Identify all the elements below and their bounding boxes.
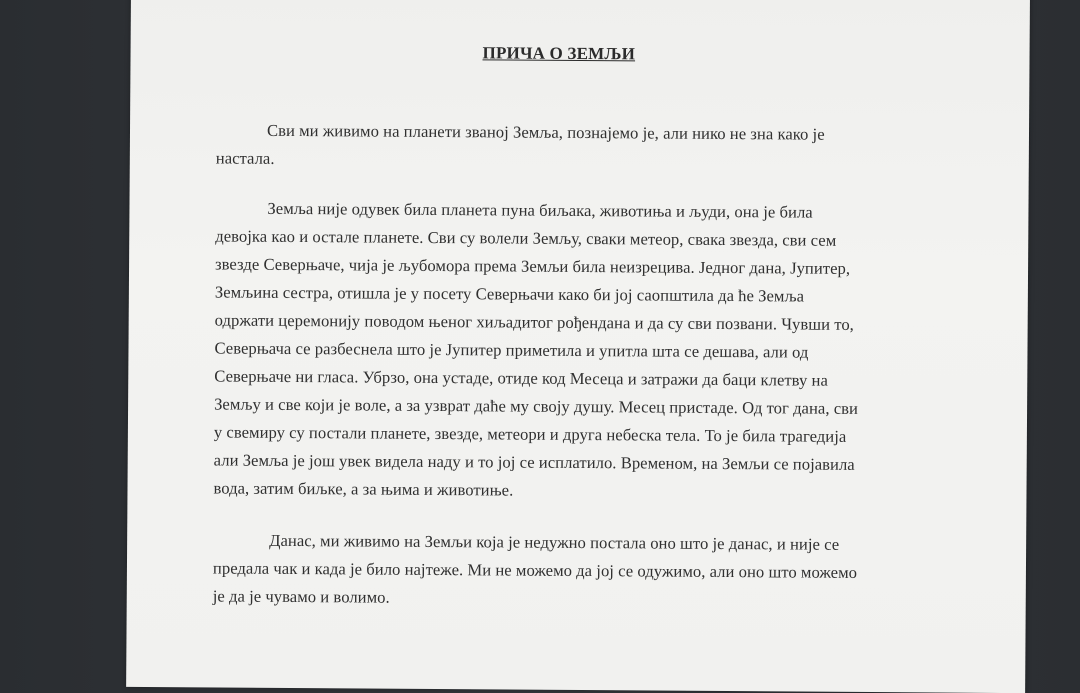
- paragraph-3-line-3: је да је чувамо и волимо.: [212, 586, 390, 607]
- paragraph-2-line-4: Земљина сестра, отишла је у посету Северњачи како би јој саопштила да ће Земља: [214, 282, 805, 306]
- paragraph-2-line-3: звезде Северњаче, чија је љубомора према Земљи била неизрецива. Једног дана, Јупитер,: [215, 254, 851, 278]
- paragraph-2-line-11: вода, затим биљке, а за њима и животиње.: [213, 478, 514, 500]
- paragraph-1-line-1: Сви ми живимо на планети званој Земља, познајемо је, али нико не зна како је: [266, 120, 825, 144]
- paragraph-2-line-8: Земљу и све који је воле, а за узврат даће му своју душу. Месец пристаде. Од тог дана, сви: [214, 394, 859, 418]
- paragraph-2-line-1: Земља није одувек била планета пуна биљака, животиња и људи, она је била: [267, 198, 813, 222]
- document-title: ПРИЧА О ЗЕМЉИ: [482, 43, 636, 64]
- paragraph-2-line-6: Северњача се разбеснела што је Јупитер приметила и упитла шта се дешава, али од: [214, 338, 809, 362]
- paragraph-2-line-5: одржати церемонију поводом њеног хиљадитог рођендана и да су сви позвани. Чувши то,: [214, 310, 854, 334]
- paragraph-3-line-2: предала чак и када је било најтеже. Ми не можемо да јој се одужимо, али оно што можемо: [212, 558, 858, 582]
- paragraph-1-line-2: настала.: [215, 148, 275, 168]
- paragraph-2-line-10: али Земља је још увек видела наду и то јој се исплатило. Временом, на Земљи се појавила: [213, 450, 855, 474]
- paragraph-2-line-9: у свемиру су постали планете, звезде, метеори и друга небеска тела. То је била трагедија: [213, 422, 847, 446]
- paper-sheet: [126, 0, 1030, 693]
- paragraph-3-line-1: Данас, ми живимо на Земљи која је недужно постала оно што је данас, и није се: [269, 530, 840, 554]
- paragraph-2-line-7: Северњаче ни гласа. Убрзо, она устаде, отиде код Месеца и затражи да баци клетву на: [214, 366, 828, 390]
- paragraph-2-line-2: девојка као и остале планете. Сви су волели Земљу, сваки метеор, свака звезда, сви сем: [215, 226, 837, 250]
